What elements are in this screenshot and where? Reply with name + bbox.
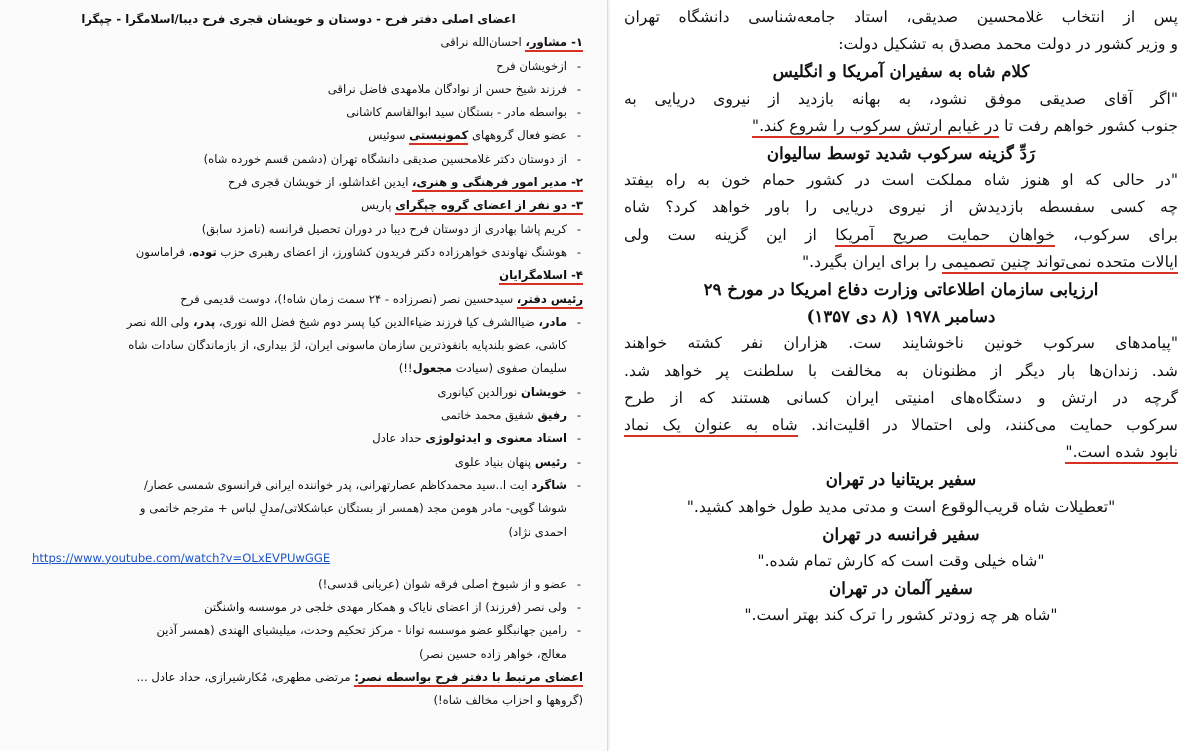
section-1-label: ۱- مشاور،: [525, 35, 583, 52]
list-item-continued: معالج، خواهر زاده حسین نصر): [419, 646, 567, 661]
office-chief-line: [14, 288, 583, 311]
list-item: [14, 124, 583, 147]
intro-line: پس از انتخاب غلامحسین صدیقی، استاد جامعه‌شناسی دانشگاه تهران: [624, 8, 1178, 26]
list-item: [14, 451, 583, 474]
list-item-bold: شاگرد: [531, 477, 567, 492]
office-chief-label: رئیس دفتر،: [517, 292, 583, 309]
section-4-label: ۴- اسلامگرایان: [499, 268, 583, 285]
list-item: [14, 381, 583, 404]
intro-line: و وزیر کشور در دولت محمد مصدق به تشکیل دولت:: [838, 35, 1178, 54]
list-item-bold: توده: [192, 244, 217, 259]
list-item: [14, 241, 583, 264]
quote-line: "اگر آقای صدیقی موفق نشود، به بهانه بازدید از نیروی دریایی به: [624, 89, 1178, 108]
section-3-label: ۳- دو نفر از اعضای گروه چپگرای: [395, 198, 583, 215]
heading-dia-assessment: ارزیابی سازمان اطلاعاتی وزارت دفاع امریکا در مورخ ۲۹: [703, 279, 1099, 300]
quote-line: [624, 249, 1178, 276]
quote-line: شد. زندان‌ها بار دیگر از مظنونان به مخالفت با سلطنت پر خواهد شد.: [624, 361, 1178, 380]
list-item-bold: خویشان: [520, 384, 567, 399]
quote-line: "در حالی که او هنوز شاه مملکت است در کشور حمام خون به راه بیفتد: [624, 171, 1178, 190]
section-1-heading: [14, 31, 583, 54]
heading-sullivan: رَدِّ گزینه سرکوب شدید توسط سالیوان: [766, 143, 1036, 164]
list-item: [14, 311, 583, 334]
list-item: - ولی نصر (فرزند) از اعضای نایاک و همکار مهدی خلجی در موسسه واشنگتن: [14, 596, 583, 619]
quote-text: برای سرکوب،: [1054, 225, 1178, 244]
quote-underlined: شاه به عنوان یک نماد: [624, 416, 798, 437]
list-item-text: ضیاالشرف کیا فرزند ضیاءالدین کیا پسر دوم شیخ فضل الله نوری،: [215, 314, 539, 329]
list-item-text: شفیق محمد خاتمی: [440, 408, 538, 423]
list-item-continued: [14, 357, 583, 380]
associated-members-line: [14, 666, 583, 689]
section-4-heading: [14, 264, 583, 287]
list-item-bold: رئیس: [534, 454, 567, 469]
list-item-text: ولی الله نصر: [126, 314, 194, 329]
associated-members-note: (گروهها و احزاب مخالف شاه!): [433, 693, 583, 708]
quote-line: گرچه در ارتش و دستگاه‌های امنیتی ایران کسانی هستند که از طرح: [624, 388, 1178, 407]
quote-text: از این گزینه ست ولی: [624, 225, 836, 244]
section-3-heading: [14, 194, 583, 217]
list-item: - از دوستان دکتر غلامحسین صدیقی دانشگاه تهران (دشمن قسم خورده شاه): [14, 148, 583, 171]
heading-german-ambassador: سفیر آلمان در تهران: [829, 578, 973, 599]
quote-line: [624, 113, 1178, 140]
youtube-link[interactable]: https://www.youtube.com/watch?v=OLxEVPUwGGE: [32, 550, 331, 565]
quote-underlined: خواهان حمایت صریح آمریکا: [835, 226, 1055, 247]
right-document-panel: [610, 0, 1200, 751]
list-item-text: ، فراماسون: [135, 244, 193, 259]
quote-text: سرکوب حمایت می‌کنند، ولی احتمالا در اقلیت‌اند.: [797, 416, 1178, 435]
list-item-text: سوئیس: [368, 128, 410, 143]
list-item-bold: مادر،: [538, 314, 567, 329]
section-3-text: پاریس: [361, 198, 396, 213]
list-item-text: عضو فعال گروههای: [468, 128, 567, 143]
left-title: اعضای اصلی دفتر فرح - دوستان و خویشان قجری فرح دیبا/اسلامگرا - چپگرا: [81, 12, 516, 26]
quote-line: "شاه هر چه زودتر کشور را ترک کند بهتر است.": [744, 606, 1058, 625]
quote-text: جنوب کشور خواهم رفت تا: [999, 116, 1178, 135]
section-2-heading: [14, 171, 583, 194]
list-item-text: پنهان بنیاد علوی: [454, 454, 535, 469]
quote-line: "شاه خیلی وقت است که کارش تمام شده.": [757, 552, 1045, 571]
list-item-bold: مجعول: [412, 361, 453, 376]
heading-british-ambassador: سفیر بریتانیا در تهران: [825, 469, 977, 490]
section-1-name: احسان‌الله نراقی: [440, 35, 526, 50]
list-item-text: ایت ا..سید محمدکاظم عصارتهرانی، پدر خواننده ایرانی فرانسوی شمسی عصار/: [143, 477, 532, 492]
list-item-text: حداد عادل: [372, 431, 426, 446]
office-chief-text: سیدحسین نصر (نصرزاده - ۲۴ سمت زمان شاه!)، دوست قدیمی فرح: [180, 291, 517, 306]
list-item: [14, 427, 583, 450]
list-item-continued: کاشی، عضو بلندپایه بانفوذترین سازمان ماسونی ایران، لژ بیداری، از بازماندگان سادات شاه: [128, 338, 567, 353]
quote-line: "پیامدهای سرکوب خونین ناخوشایند ست. هزاران نفر کشته خواهند: [624, 334, 1178, 353]
quote-line: [624, 412, 1178, 439]
associated-members-text: مرتضی مطهری، مُکارشیرازی، حداد عادل ...: [136, 670, 355, 685]
section-2-label: ۲- مدیر امور فرهنگی و هنری،: [412, 175, 583, 192]
heading-french-ambassador: سفیر فرانسه در تهران: [822, 523, 980, 544]
list-item-continued: شوشا گوپی- مادر هومن مجد (همسر از بستگان عباشکلاتی/مدلِ لباس + مترجم خاتمی و: [139, 501, 567, 516]
list-item: [14, 404, 583, 427]
list-item-continued: احمدی نژاد): [508, 524, 567, 539]
list-item-bold: کمونیستی: [409, 128, 468, 145]
list-item: - ازخویشان فرح: [14, 55, 583, 78]
list-item-bold: پدر،: [193, 314, 216, 329]
quote-line: [624, 222, 1178, 249]
quote-underlined: نابود شده است.": [1065, 443, 1178, 464]
list-item: [14, 474, 583, 497]
list-item-text: هوشنگ نهاوندی خواهرزاده دکتر فریدون کشاورز، از اعضای رهبری حزب: [216, 244, 567, 259]
list-item: - کریم پاشا بهادری از دوستان فرح دیبا در دوران تحصیل فرانسه (نامزد سابق): [14, 218, 583, 241]
list-item: - بواسطه مادر - بستگان سید ابوالقاسم کاشانی: [14, 101, 583, 124]
quote-underlined: ایالات متحده نمی‌تواند چنین تصمیمی: [942, 253, 1178, 274]
quote-text: را برای ایران بگیرد.": [801, 252, 942, 271]
section-2-text: ایدین اغداشلو، از خویشان قجری فرح: [228, 175, 413, 190]
list-item-text: نورالدین کیانوری: [437, 384, 521, 399]
list-item: - فرزند شیخ حسن از نوادگان ملامهدی فاضل نراقی: [14, 78, 583, 101]
list-item: - رامین جهانبگلو عضو موسسه توانا - مرکز تحکیم وحدت، میلیشیای الهندی (همسر آذین: [14, 619, 583, 642]
quote-line: چه کسی سفسطه بازدیدش از نیروی دریایی را باور خواهد کرد؟ شاه: [624, 198, 1178, 217]
quote-underlined: در غیابم ارتش سرکوب را شروع کند.": [752, 117, 999, 138]
list-item-bold: استاد معنوی و ایدئولوژی: [425, 431, 567, 446]
heading-dia-assessment-date: دسامبر ۱۹۷۸ (۸ دی ۱۳۵۷): [806, 306, 996, 327]
list-item-bold: رفیق: [537, 408, 567, 423]
list-item: - عضو و از شیوخ اصلی فرقه شوان (عریانی قدسی!): [14, 573, 583, 596]
list-item-text: سلیمان صفوی (سیادت: [452, 361, 567, 376]
associated-members-label: اعضای مرتبط با دفتر فرح بواسطه نصر:: [354, 670, 583, 687]
heading-shah-to-ambassadors: کلام شاه به سفیران آمریکا و انگلیس: [772, 61, 1030, 82]
quote-line: [624, 439, 1178, 466]
list-item-text: !!): [398, 361, 413, 376]
quote-line: "تعطیلات شاه قریب‌الوقوع است و مدتی مدید طول خواهد کشید.": [686, 497, 1116, 516]
